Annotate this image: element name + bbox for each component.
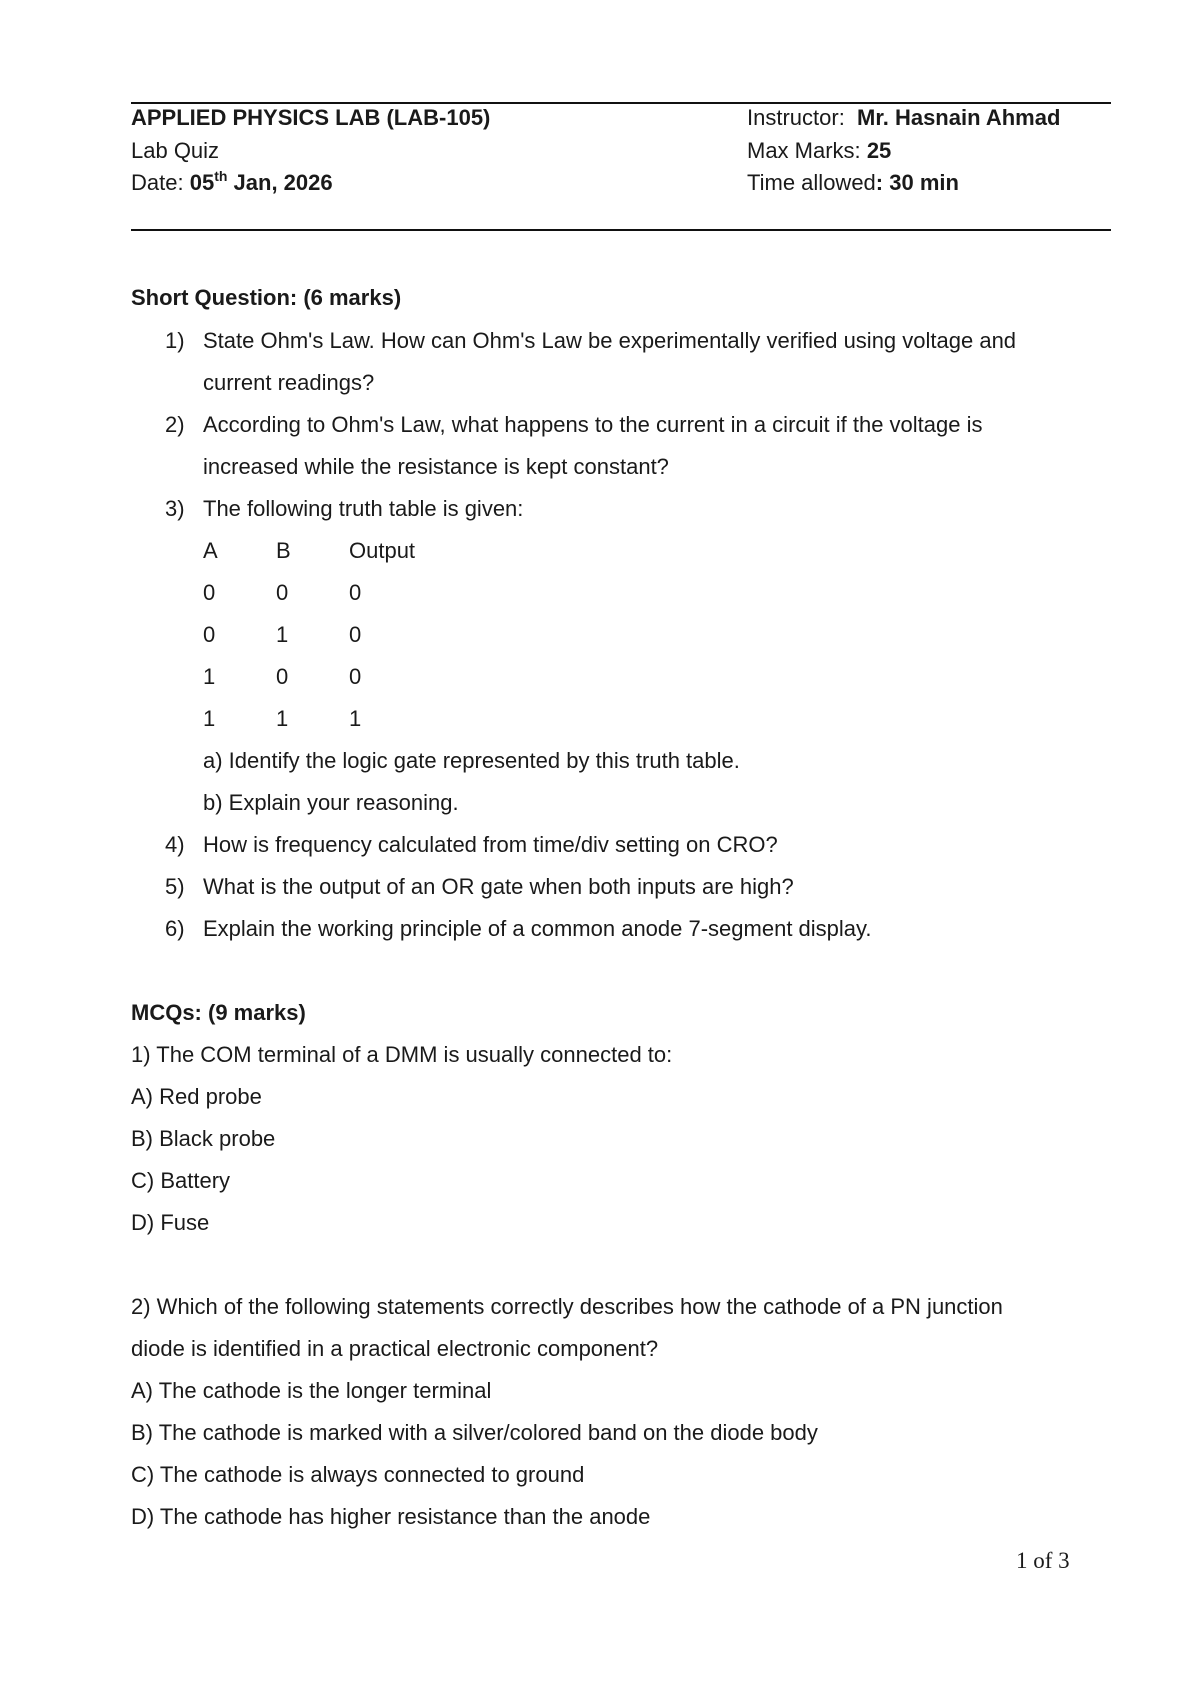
instructor-name: Mr. Hasnain Ahmad: [857, 105, 1061, 130]
truth-table-part-a: a) Identify the logic gate represented by this truth table.: [203, 748, 740, 773]
short-question-title: Short Question: (6 marks): [131, 285, 402, 310]
cell-a: 0: [203, 622, 216, 647]
quiz-date: [131, 170, 333, 196]
question-text: Explain the working principle of a common anode 7-segment display.: [203, 916, 872, 941]
max-marks: [747, 138, 891, 164]
mcq-option: B) Black probe: [131, 1126, 276, 1151]
cell-output: 0: [349, 580, 362, 605]
question-text: How is frequency calculated from time/div setting on CRO?: [203, 832, 778, 857]
time-allowed: [747, 170, 959, 196]
date-ordinal: th: [214, 168, 228, 184]
mcq-question: 2) Which of the following statements correctly describes how the cathode of a PN junction diode is identified in a practical electronic component?: [131, 1294, 1003, 1361]
question-number: 3): [165, 496, 185, 521]
truth-table-header-output: Output: [349, 538, 416, 563]
date-day: 05: [189, 170, 215, 195]
question-number: 4): [165, 832, 185, 857]
mcq-option: A) The cathode is the longer terminal: [131, 1378, 492, 1403]
cell-b: 1: [276, 622, 289, 647]
question-number: 5): [165, 874, 185, 899]
date-month-year: Jan, 2026: [233, 170, 333, 195]
question-text: What is the output of an OR gate when both inputs are high?: [203, 874, 794, 899]
question-text: The following truth table is given:: [203, 496, 524, 521]
question-number: 1): [165, 328, 185, 353]
question-number: 2): [165, 412, 185, 437]
mcq-option: C) Battery: [131, 1168, 231, 1193]
mcq-title: MCQs: (9 marks): [131, 1000, 306, 1025]
instructor-label: Instructor:: [747, 105, 845, 130]
question-text: State Ohm's Law. How can Ohm's Law be experimentally verified using voltage and current readings?: [203, 328, 1017, 395]
mcq-option: D) Fuse: [131, 1210, 210, 1235]
quiz-label: Lab Quiz: [131, 138, 220, 163]
page-number: 1 of 3: [1016, 1548, 1070, 1573]
question-number: 6): [165, 916, 185, 941]
header-bottom-rule: [131, 229, 1111, 231]
max-marks-value: 25: [866, 138, 892, 163]
mcq-option: C) The cathode is always connected to ground: [131, 1462, 585, 1487]
cell-a: 1: [203, 706, 216, 731]
header-top-rule: [131, 102, 1111, 104]
mcq-question: 1) The COM terminal of a DMM is usually connected to:: [131, 1042, 673, 1067]
cell-b: 0: [276, 664, 289, 689]
cell-output: 1: [349, 706, 362, 731]
date-label: Date:: [131, 170, 184, 195]
course-title: APPLIED PHYSICS LAB (LAB-105): [131, 105, 491, 130]
cell-a: 0: [203, 580, 216, 605]
cell-a: 1: [203, 664, 216, 689]
time-value: : 30 min: [875, 170, 959, 195]
time-label: Time allowed: [747, 170, 876, 195]
cell-b: 1: [276, 706, 289, 731]
truth-table-header-b: B: [276, 538, 291, 563]
cell-output: 0: [349, 664, 362, 689]
question-text: According to Ohm's Law, what happens to the current in a circuit if the voltage is increased while the resistance is kept constant?: [203, 412, 983, 479]
cell-b: 0: [276, 580, 289, 605]
mcq-option: A) Red probe: [131, 1084, 262, 1109]
cell-output: 0: [349, 622, 362, 647]
truth-table-header-a: A: [203, 538, 218, 563]
instructor: [747, 105, 1060, 131]
mcq-option: B) The cathode is marked with a silver/colored band on the diode body: [131, 1420, 818, 1445]
truth-table-part-b: b) Explain your reasoning.: [203, 790, 459, 815]
mcq-option: D) The cathode has higher resistance than the anode: [131, 1504, 651, 1529]
max-marks-label: Max Marks:: [747, 138, 861, 163]
